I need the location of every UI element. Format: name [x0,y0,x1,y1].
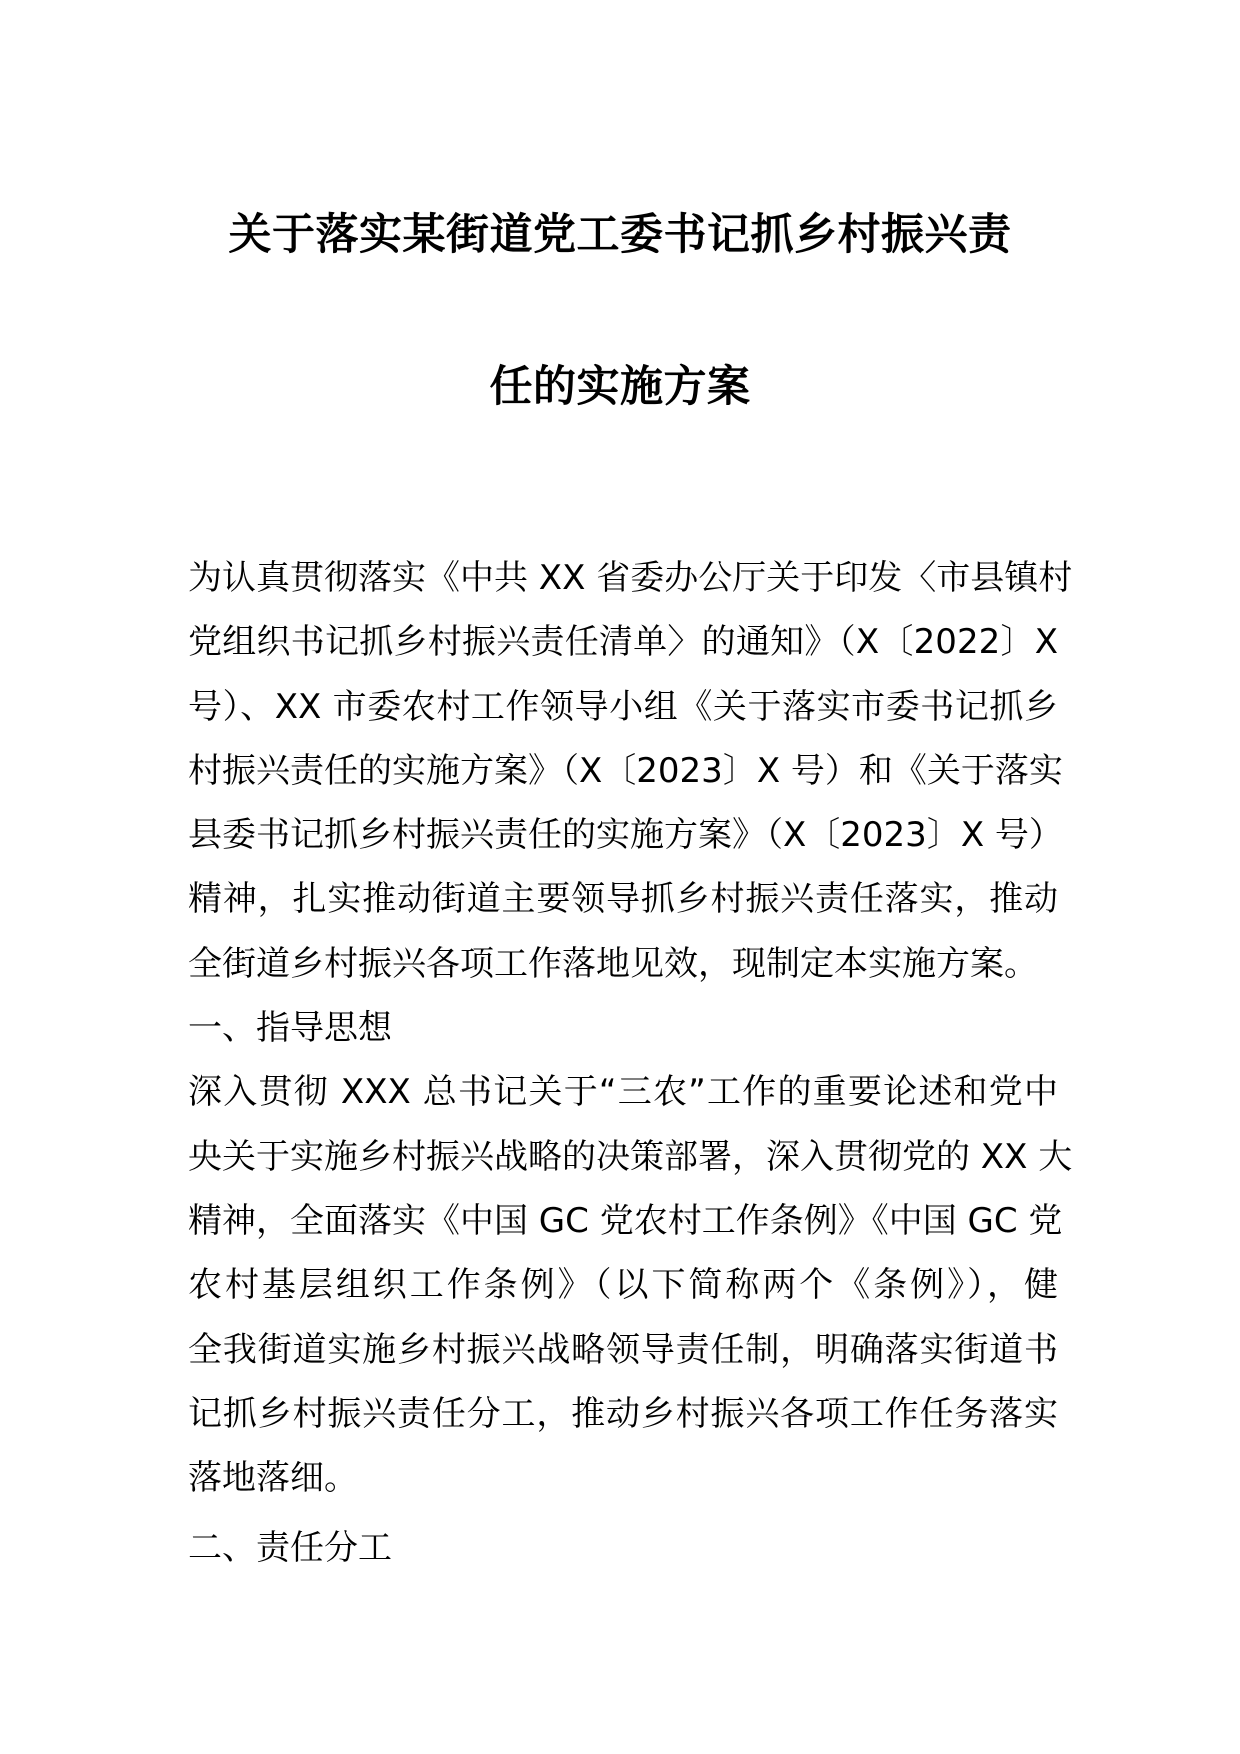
document-title-line-2: 任的实施方案 [489,362,751,412]
paragraph-line: 深入贯彻 XXX 总书记关于“三农”工作的重要论述和党中 [188,1072,1058,1113]
paragraph-line: 为认真贯彻落实《中共 XX 省委办公厅关于印发〈市县镇村 [188,558,1073,598]
paragraph-line: 全我街道实施乡村振兴战略领导责任制，明确落实街道书 [188,1329,1058,1370]
paragraph-line: 精神，扎实推动街道主要领导抓乡村振兴责任落实，推动 [188,879,1058,920]
document-title-line-1: 关于落实某街道党工委书记抓乡村振兴责 [228,210,1012,260]
paragraph-line: 全街道乡村振兴各项工作落地见效，现制定本实施方案。 [188,943,1038,984]
paragraph-line: 精神，全面落实《中国 GC 党农村工作条例》《中国 GC 党 [188,1200,1063,1241]
intro-paragraph [188,546,1073,996]
paragraph-line: 号）、XX 市委农村工作领导小组《关于落实市委书记抓乡 [188,686,1058,727]
paragraph-line: 村振兴责任的实施方案》（X〔2023〕X 号）和《关于落实 [188,750,1063,791]
section-heading-responsibility: 二、责任分工 [188,1528,392,1569]
guiding-ideology-paragraph [188,1060,1073,1510]
paragraph-line: 党组织书记抓乡村振兴责任清单〉的通知》（X〔2022〕X [188,622,1058,663]
paragraph-line: 农村基层组织工作条例》（以下简称两个《条例》），健 [188,1265,1058,1306]
paragraph-line: 落地落细。 [188,1458,358,1499]
document-body [188,546,1073,1581]
paragraph-line: 记抓乡村振兴责任分工，推动乡村振兴各项工作任务落实 [188,1393,1058,1434]
paragraph-line: 县委书记抓乡村振兴责任的实施方案》（X〔2023〕X 号） [188,815,1063,856]
section-heading-guiding-ideology: 一、指导思想 [188,1008,392,1049]
paragraph-line: 央关于实施乡村振兴战略的决策部署，深入贯彻党的 XX 大 [188,1136,1073,1177]
